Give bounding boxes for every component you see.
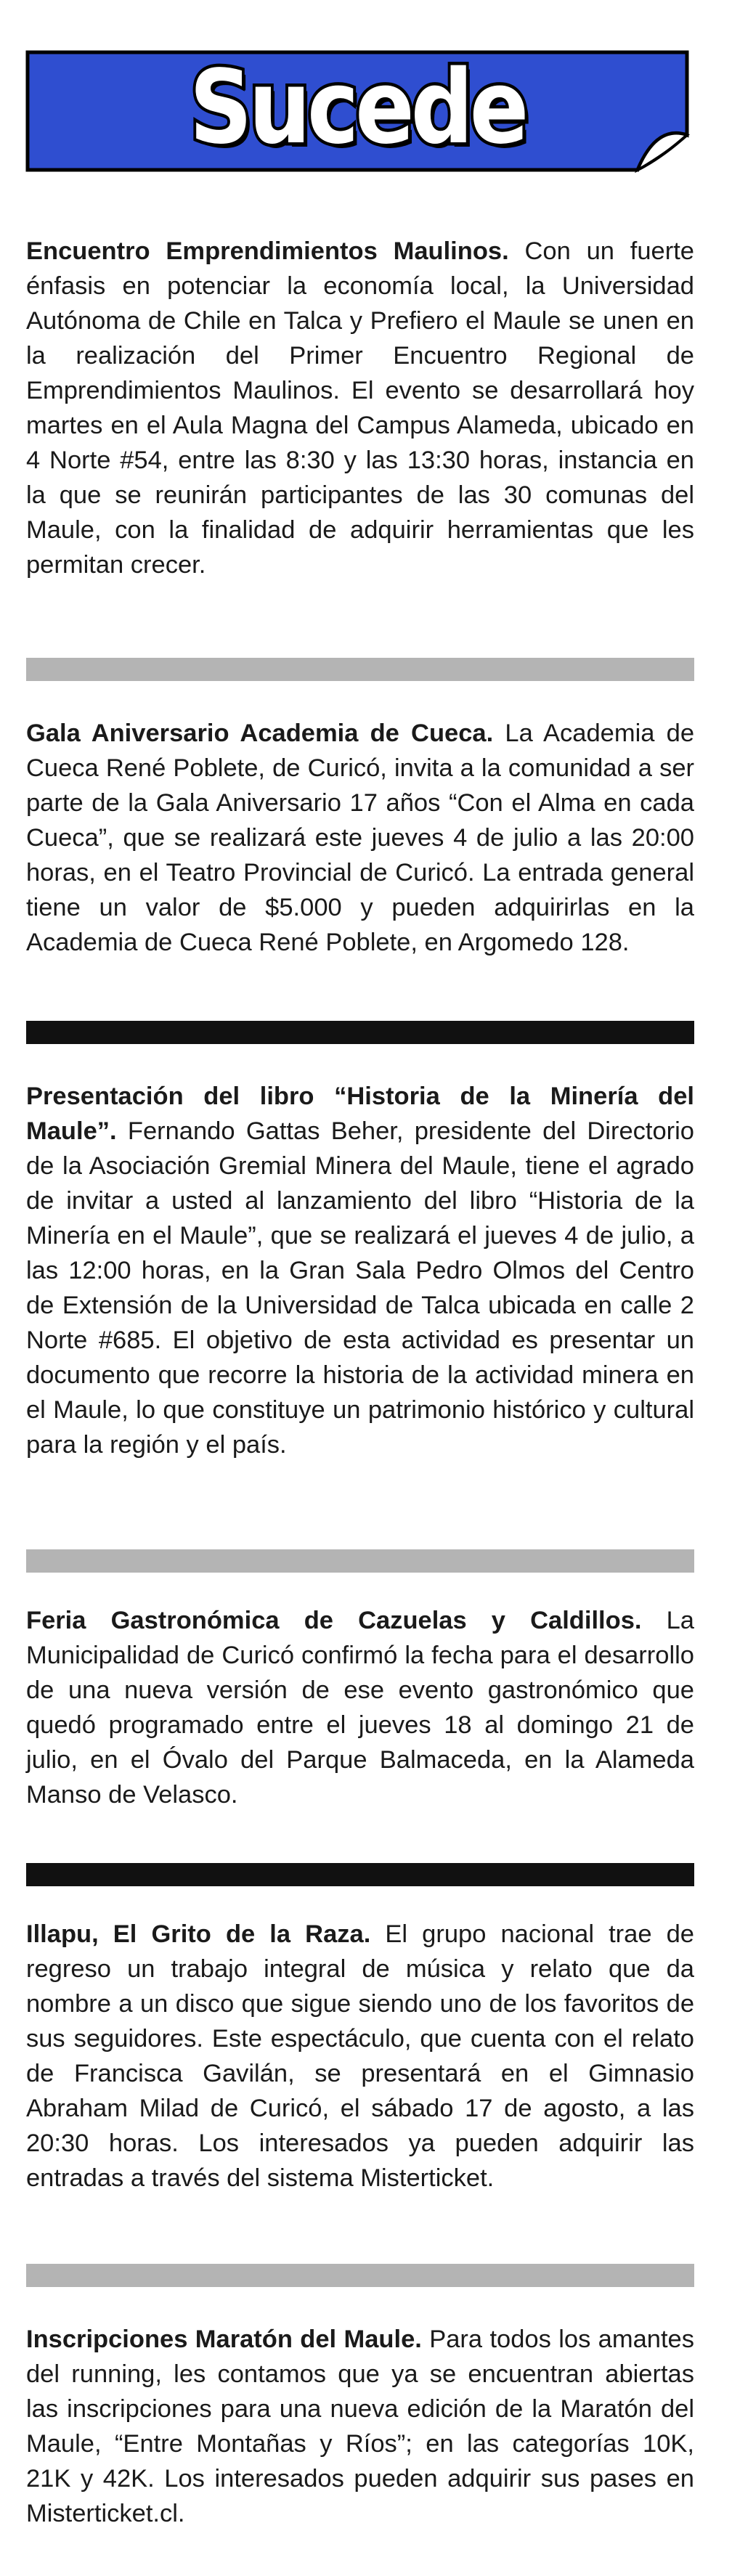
news-item-body: El grupo nacional trae de regreso un trabajo integral de música y relato que da nombre a un disco que sigue siendo uno de los favoritos de sus seguidores. Este espectáculo, que cuenta con el relato de Francisca Gavilán, se presentará en el Gimnasio Abraham Milad de Curicó, el sábado 17 de agosto, a las 20:30 horas. Los interesados ya pueden adquirir las entradas a través del sistema Misterticket. (26, 1920, 694, 2192)
news-item-body: Con un fuerte énfasis en potenciar la economía local, la Universidad Autónoma de Chile en Talca y Prefiero el Maule se unen en la realización del Primer Encuentro Regional de Emprendimientos Maulinos. El evento se desarrollará hoy martes en el Aula Magna del Campus Alameda, ubicado en 4 Norte #54, entre las 8:30 y las 13:30 horas, instancia en la que se reunirán participantes de las 30 comunas del Maule, con la finalidad de adquirir herramientas que les permitan crecer. (26, 237, 694, 579)
news-item-illapu (26, 1917, 694, 2196)
news-item-body: Para todos los amantes del running, les contamos que ya se encuentran abiertas las inscripciones para una nueva edición de la Maratón del Maule, “Entre Montañas y Ríos”; en las categorías 10K, 21K y 42K. Los interesados pueden adquirir sus pases en Misterticket.cl. (26, 2326, 694, 2527)
news-item-libro-mineria (26, 1079, 694, 1462)
news-item-gala-cueca (26, 716, 694, 960)
news-item-title: Gala Aniversario Academia de Cueca. (26, 720, 494, 747)
section-banner (23, 49, 691, 173)
news-item-body: La Academia de Cueca René Poblete, de Curicó, invita a la comunidad a ser parte de la Gala Aniversario 17 años “Con el Alma en cada Cueca”, que se realizará este jueves 4 de julio a las 20:00 horas, en el Teatro Provincial de Curicó. La entrada general tiene un valor de $5.000 y pueden adquirirlas en la Academia de Cueca René Poblete, en Argomedo 128. (26, 720, 695, 956)
news-item-title: Illapu, El Grito de la Raza. (26, 1920, 371, 1948)
news-item-body: Fernando Gattas Beher, presidente del Directorio de la Asociación Gremial Minera del Maule, tiene el agrado de invitar a usted al lanzamiento del libro “Historia de la Minería en el Maule”, que se realizará el jueves 4 de julio, a las 12:00 horas, en la Gran Sala Pedro Olmos del Centro de Extensión de la Universidad de Talca ubicada en calle 2 Norte #685. El objetivo de esta actividad es presentar un documento que recorre la historia de la actividad minera en el Maule, lo que constituye un patrimonio histórico y cultural para la región y el país. (26, 1117, 694, 1459)
section-title: Sucede (189, 49, 526, 167)
separator-bar (26, 658, 694, 681)
news-item-feria-gastronomica (26, 1603, 694, 1812)
news-item-title: Feria Gastronómica de Cazuelas y Caldillos. (26, 1607, 642, 1634)
separator-bar (26, 1549, 694, 1573)
news-item-title: Inscripciones Maratón del Maule. (26, 2326, 422, 2353)
news-item-emprendimientos (26, 234, 694, 582)
news-item-maraton (26, 2322, 694, 2531)
separator-bar (26, 1021, 694, 1044)
news-item-title: Presentación del libro “Historia de la Minería del Maule”. (26, 1083, 694, 1145)
separator-bar (26, 1863, 694, 1886)
news-item-title: Encuentro Emprendimientos Maulinos. (26, 237, 509, 265)
news-item-body: La Municipalidad de Curicó confirmó la fecha para el desarrollo de una nueva versión de ese evento gastronómico que quedó programado entre el jueves 18 al domingo 21 de julio, en el Óvalo del Parque Balmaceda, en la Alameda Manso de Velasco. (26, 1607, 694, 1809)
separator-bar (26, 2264, 694, 2287)
